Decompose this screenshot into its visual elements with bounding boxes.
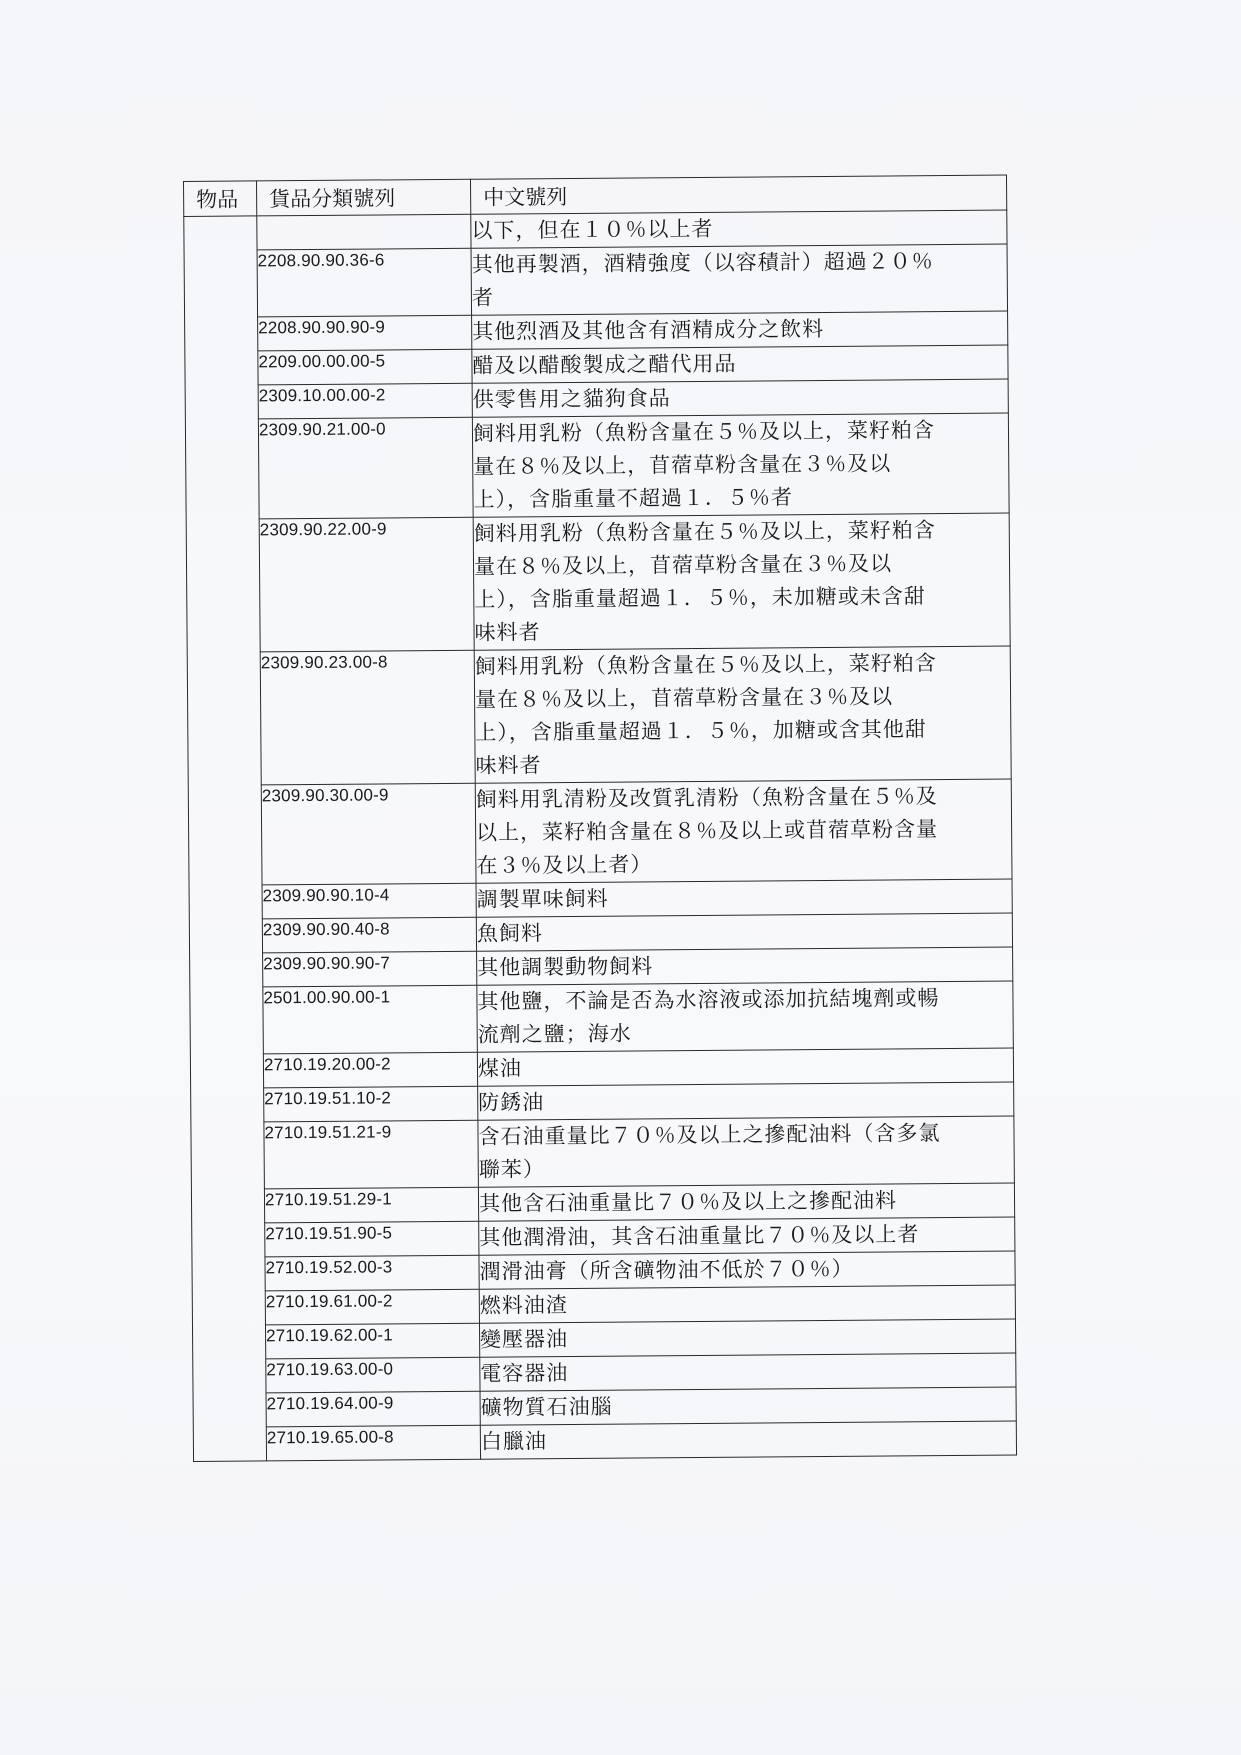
tariff-code-cell: 2710.19.51.29-1 (264, 1187, 478, 1223)
description-cell: 飼料用乳清粉及改質乳清粉（魚粉含量在５％及 以上，菜籽粕含量在８％及以上或苜蓿草粉含量 在３％及以上者） (475, 779, 1012, 883)
description-cell: 飼料用乳粉（魚粉含量在５％及以上，菜籽粕含 量在８％及以上，苜蓿草粉含量在３％及以 上），含脂重量不超過１．５％者 (472, 413, 1009, 517)
tariff-code-cell: 2710.19.64.00-9 (266, 1391, 480, 1427)
description-cell: 其他潤滑油，其含石油重量比７０％及以上者 (479, 1217, 1015, 1255)
table-row (184, 244, 1008, 317)
description-cell: 燃料油渣 (479, 1285, 1015, 1323)
goods-classification-table (183, 175, 1017, 1462)
description-cell: 以下，但在１０％以上者 (471, 210, 1007, 248)
tariff-code-cell: 2309.90.90.40-8 (262, 917, 476, 953)
table-row (193, 1421, 1016, 1461)
description-cell: 魚飼料 (476, 913, 1012, 951)
tariff-code-cell: 2309.90.22.00-9 (259, 517, 474, 652)
description-cell: 變壓器油 (479, 1319, 1015, 1357)
description-cell: 其他再製酒，酒精強度（以容積計）超過２０％ 者 (471, 244, 1008, 315)
tariff-code-cell: 2309.90.90.10-4 (262, 883, 476, 919)
tariff-code-cell: 2710.19.20.00-2 (263, 1052, 477, 1088)
description-cell: 礦物質石油腦 (480, 1387, 1016, 1425)
description-cell: 供零售用之貓狗食品 (472, 379, 1008, 417)
table-row (192, 1217, 1015, 1257)
description-cell: 調製單味飼料 (476, 879, 1012, 917)
tariff-code-cell: 2710.19.65.00-8 (266, 1425, 480, 1461)
description-cell: 煤油 (477, 1048, 1013, 1086)
table-body (184, 210, 1017, 1461)
description-cell: 其他烈酒及其他含有酒精成分之飲料 (472, 311, 1008, 349)
tariff-code-cell: 2309.90.23.00-8 (260, 650, 475, 785)
description-cell: 醋及以醋酸製成之醋代用品 (472, 345, 1008, 383)
description-cell: 防銹油 (478, 1082, 1014, 1120)
tariff-code-cell: 2710.19.62.00-1 (265, 1323, 479, 1359)
table-row (191, 1116, 1015, 1189)
table-row (187, 646, 1011, 785)
table-row (188, 779, 1012, 885)
description-cell: 含石油重量比７０％及以上之摻配油料（含多氯 聯苯） (478, 1116, 1015, 1187)
header-item: 物品 (184, 181, 257, 217)
description-cell: 其他鹽，不論是否為水溶液或添加抗結塊劑或暢 流劑之鹽；海水 (477, 981, 1014, 1052)
description-cell: 飼料用乳粉（魚粉含量在５％及以上，菜籽粕含 量在８％及以上，苜蓿草粉含量在３％及以 上），含脂重量超過１．５％，未加糖或未含甜 味料者 (473, 513, 1010, 650)
description-cell: 飼料用乳粉（魚粉含量在５％及以上，菜籽粕含 量在８％及以上，苜蓿草粉含量在３％及以 上），含脂重量超過１．５％，加糖或含其他甜 味料者 (474, 646, 1011, 783)
table-row (191, 1183, 1014, 1223)
tariff-code-cell: 2309.10.00.00-2 (258, 383, 472, 419)
tariff-code-cell: 2710.19.51.90-5 (265, 1221, 479, 1257)
table-row (186, 513, 1010, 652)
description-cell: 白臘油 (480, 1421, 1016, 1459)
tariff-code-cell: 2710.19.52.00-3 (265, 1255, 479, 1291)
header-description: 中文號列 (470, 175, 1006, 214)
tariff-code-cell (257, 214, 471, 250)
description-cell: 其他含石油重量比７０％及以上之摻配油料 (478, 1183, 1014, 1221)
description-cell: 其他調製動物飼料 (477, 947, 1013, 985)
header-code: 貨品分類號列 (257, 179, 471, 216)
tariff-code-cell: 2309.90.30.00-9 (261, 783, 476, 885)
tariff-code-cell: 2710.19.63.00-0 (266, 1357, 480, 1393)
tariff-code-cell: 2209.00.00.00-5 (258, 349, 472, 385)
tariff-code-cell: 2208.90.90.90-9 (258, 315, 472, 351)
tariff-code-cell: 2710.19.51.10-2 (264, 1086, 478, 1122)
description-cell: 電容器油 (480, 1353, 1016, 1391)
table-row (185, 413, 1009, 519)
tariff-code-cell: 2208.90.90.36-6 (257, 248, 472, 317)
table-row (190, 981, 1014, 1054)
tariff-code-cell: 2309.90.21.00-0 (258, 417, 473, 519)
tariff-code-cell: 2501.00.90.00-1 (263, 985, 478, 1054)
item-cell (184, 216, 267, 1462)
tariff-code-cell: 2309.90.90.90-7 (263, 951, 477, 987)
tariff-code-cell: 2710.19.51.21-9 (264, 1120, 479, 1189)
tariff-code-cell: 2710.19.61.00-2 (265, 1289, 479, 1325)
description-cell: 潤滑油膏（所含礦物油不低於７０％） (479, 1251, 1015, 1289)
